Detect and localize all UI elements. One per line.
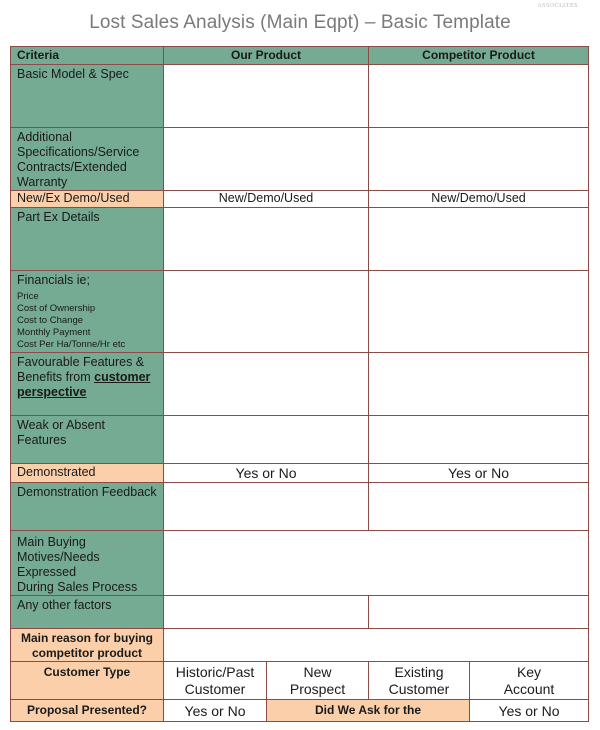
table-row — [11, 662, 589, 700]
criteria-line — [17, 370, 157, 385]
our-demonstrated-cell[interactable]: Yes or No — [164, 464, 369, 483]
table-row — [11, 353, 589, 416]
page-title: Lost Sales Analysis (Main Eqpt) – Basic Template — [89, 12, 511, 33]
criteria-line: During Sales Process — [17, 580, 138, 594]
financials-item: Cost of Ownership — [17, 303, 96, 314]
option-line: Customer — [388, 680, 450, 697]
customer-type-existing[interactable] — [369, 662, 470, 700]
table-row — [11, 596, 589, 629]
criteria-line: Main Buying — [17, 535, 86, 549]
option-line: Historic/Past — [175, 663, 255, 680]
criteria-header: Criteria — [11, 47, 164, 65]
our-additional-specs-cell[interactable] — [164, 128, 369, 191]
customer-type-historic[interactable] — [164, 662, 267, 700]
customer-type-new[interactable] — [267, 662, 369, 700]
our-financials-cell[interactable] — [164, 271, 369, 353]
competitor-demonstrated-cell[interactable]: Yes or No — [369, 464, 589, 483]
option-line: Key — [516, 663, 542, 680]
table-row — [11, 531, 589, 596]
table-row — [11, 191, 589, 208]
header-row — [11, 47, 589, 65]
criteria-line: Warranty — [17, 175, 68, 189]
criteria-line: Additional — [17, 130, 72, 144]
table-row — [11, 65, 589, 128]
our-product-header: Our Product — [164, 47, 369, 65]
our-demo-feedback-cell[interactable] — [164, 483, 369, 531]
competitor-other-factors-cell[interactable] — [369, 596, 589, 629]
table-row — [11, 464, 589, 483]
competitor-favourable-cell[interactable] — [369, 353, 589, 416]
criteria-customer-type: Customer Type — [11, 662, 164, 700]
criteria-line: competitor product — [32, 646, 142, 660]
criteria-proposal: Proposal Presented? — [11, 700, 164, 722]
criteria-did-we-ask: Did We Ask for the — [267, 700, 470, 722]
our-weak-cell[interactable] — [164, 416, 369, 464]
criteria-line: Motives/Needs Expressed — [17, 550, 100, 579]
criteria-financials — [11, 271, 164, 353]
our-basic-model-cell[interactable] — [164, 65, 369, 128]
criteria-basic-model: Basic Model & Spec — [11, 65, 164, 128]
criteria-main-buying — [11, 531, 164, 596]
table-row — [11, 416, 589, 464]
financials-item: Price — [17, 291, 39, 302]
our-new-ex-demo-cell[interactable]: New/Demo/Used — [164, 191, 369, 208]
financials-heading: Financials ie; — [17, 273, 90, 287]
our-other-factors-cell[interactable] — [164, 596, 369, 629]
criteria-favourable-features — [11, 353, 164, 416]
financials-item: Monthly Payment — [17, 327, 91, 338]
competitor-weak-cell[interactable] — [369, 416, 589, 464]
criteria-line: Specifications/Service — [17, 145, 140, 159]
watermark: ASSOCIATES — [537, 3, 578, 9]
customer-type-key-account[interactable] — [470, 662, 589, 700]
competitor-demo-feedback-cell[interactable] — [369, 483, 589, 531]
criteria-new-ex-demo: New/Ex Demo/Used — [11, 191, 164, 208]
competitor-additional-specs-cell[interactable] — [369, 128, 589, 191]
option-line: New — [303, 663, 332, 680]
criteria-weak-features: Weak or Absent Features — [11, 416, 164, 464]
perspective-emphasis: perspective — [17, 385, 87, 399]
criteria-main-reason — [11, 629, 164, 662]
criteria-line: Favourable Features & — [17, 355, 145, 369]
financials-item: Cost to Change — [17, 315, 84, 326]
main-reason-cell[interactable] — [164, 629, 589, 662]
option-line: Account — [503, 680, 555, 697]
table-row — [11, 128, 589, 191]
analysis-table — [10, 46, 589, 722]
competitor-part-ex-cell[interactable] — [369, 208, 589, 271]
competitor-basic-model-cell[interactable] — [369, 65, 589, 128]
table-row — [11, 700, 589, 722]
main-buying-cell[interactable] — [164, 531, 589, 596]
our-favourable-cell[interactable] — [164, 353, 369, 416]
criteria-line: Contracts/Extended — [17, 160, 127, 174]
table-row — [11, 271, 589, 353]
option-line: Existing — [394, 663, 444, 680]
customer-emphasis: customer — [94, 370, 151, 384]
criteria-part-ex: Part Ex Details — [11, 208, 164, 271]
criteria-additional-specs — [11, 128, 164, 191]
financials-item: Cost Per Ha/Tonne/Hr etc — [17, 339, 126, 350]
proposal-value-cell[interactable]: Yes or No — [164, 700, 267, 722]
option-line: Customer — [184, 680, 246, 697]
competitor-new-ex-demo-cell[interactable]: New/Demo/Used — [369, 191, 589, 208]
criteria-text: Benefits from — [17, 370, 95, 384]
did-we-ask-value-cell[interactable]: Yes or No — [470, 700, 589, 722]
option-line: Prospect — [289, 680, 346, 697]
competitor-financials-cell[interactable] — [369, 271, 589, 353]
criteria-other-factors: Any other factors — [11, 596, 164, 629]
table-row — [11, 629, 589, 662]
our-part-ex-cell[interactable] — [164, 208, 369, 271]
table-row — [11, 483, 589, 531]
competitor-product-header: Competitor Product — [369, 47, 589, 65]
criteria-demonstrated: Demonstrated — [11, 464, 164, 483]
table-row — [11, 208, 589, 271]
criteria-demo-feedback: Demonstration Feedback — [11, 483, 164, 531]
criteria-line: Main reason for buying — [20, 631, 153, 645]
